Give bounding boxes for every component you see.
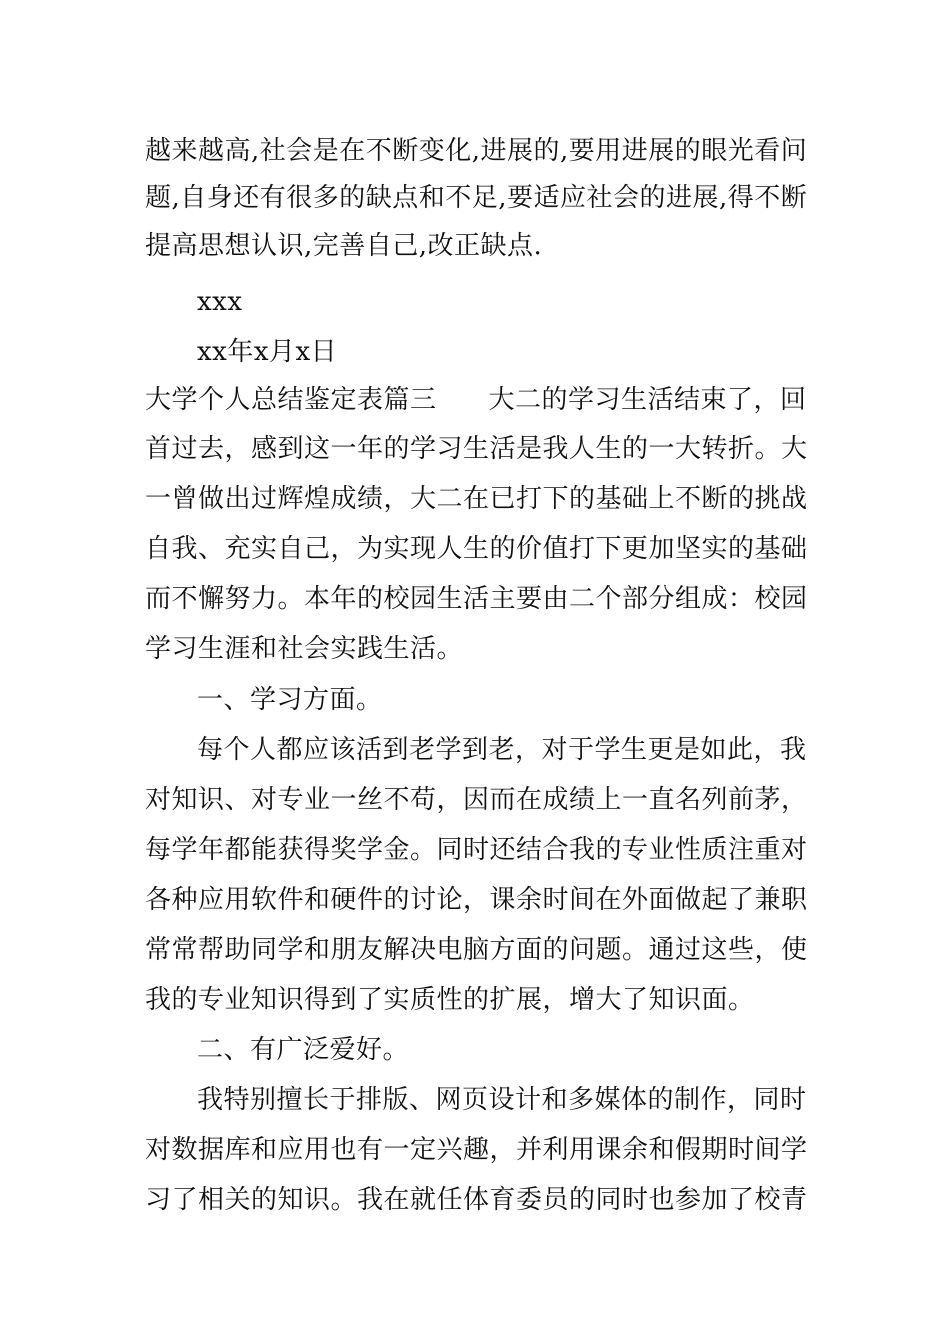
signature-name: xxx [197,287,243,317]
signature-date: xx年x月x日 [197,337,338,367]
text-line: 我特别擅长于排版、网页设计和多媒体的制作，同时 [197,1085,807,1115]
section-title-line [145,380,807,420]
text-line: 各种应用软件和硬件的讨论，课余时间在外面做起了兼职 [145,885,808,915]
text-line: 题,自身还有很多的缺点和不足,要适应社会的进展,得不断 [145,183,808,213]
text-line: 常常帮助同学和朋友解决电脑方面的问题。通过这些，使 [145,935,808,965]
paragraph-start: 大二的学习生活结束了，回 [488,385,807,415]
text-line: 越来越高,社会是在不断变化,进展的,要用进展的眼光看问 [145,136,808,166]
text-line: 学习生涯和社会实践生活。 [145,634,464,664]
subheading-study: 一、学习方面。 [197,685,383,715]
text-line: 首过去，感到这一年的学习生活是我人生的一大转折。大 [145,434,808,464]
text-line: 每个人都应该活到老学到老，对于学生更是如此，我 [197,735,807,765]
text-line: 我的专业知识得到了实质性的扩展，增大了知识面。 [145,985,755,1015]
text-line: 自我、充实自己，为实现人生的价值打下更加坚实的基础 [145,534,808,564]
text-line: 习了相关的知识。我在就任体育委员的同时也参加了校青 [145,1185,808,1215]
text-line: 提高思想认识,完善自己,改正缺点. [145,231,543,261]
text-line: 一曾做出过辉煌成绩，大二在已打下的基础上不断的挑战 [145,484,808,514]
section-title: 大学个人总结鉴定表篇三 [145,385,437,415]
subheading-hobbies: 二、有广泛爱好。 [197,1035,410,1065]
text-line: 对数据库和应用也有一定兴趣，并利用课余和假期时间学 [145,1135,808,1165]
text-line: 而不懈努力。本年的校园生活主要由二个部分组成：校园 [145,584,808,614]
text-line: 对知识、对专业一丝不苟，因而在成绩上一直名列前茅， [145,785,808,815]
text-line: 每学年都能获得奖学金。同时还结合我的专业性质注重对 [145,835,808,865]
